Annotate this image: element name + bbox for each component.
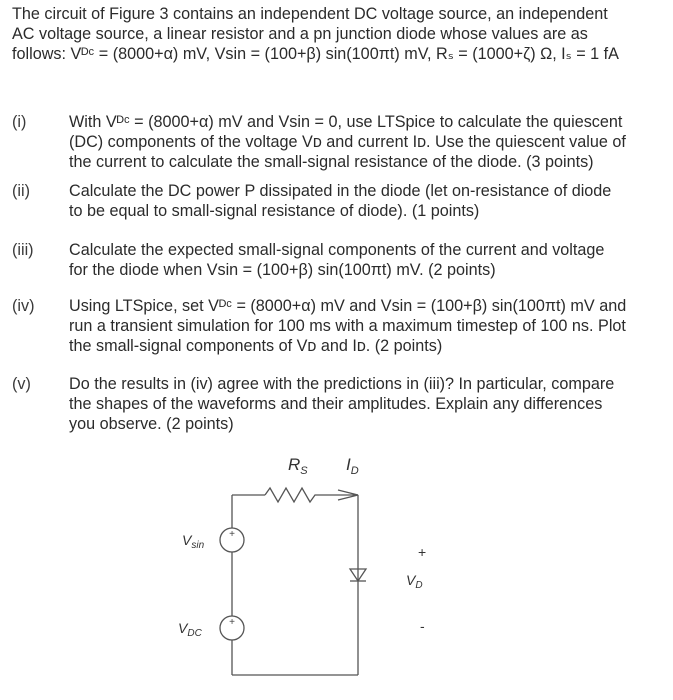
question-text-line: (DC) components of the voltage Vᴅ and current Iᴅ. Use the quiescent value of: [69, 133, 626, 151]
question-number: (iii): [12, 241, 34, 259]
question-text-line: Calculate the expected small-signal components of the current and voltage: [69, 241, 605, 259]
vd-label: $V_D$: [406, 572, 423, 591]
problem-intro: [12, 4, 652, 64]
question-number: (ii): [12, 182, 30, 200]
resistor-rs: [265, 488, 320, 502]
vdc-source-icon: [220, 616, 244, 640]
intro-line-3: follows: Vᴰᶜ = (8000+α) mV, Vsin = (100+β) sin(100πt) mV, Rₛ = (1000+ζ) Ω, Iₛ = 1 fA: [12, 45, 619, 63]
question-text-line: the current to calculate the small-signal resistance of the diode. (3 points): [69, 153, 594, 171]
question-text-line: Calculate the DC power P dissipated in the diode (let on-resistance of diode: [69, 182, 612, 200]
vsin-source-icon: [220, 528, 244, 552]
question-text-line: for the diode when Vsin = (100+β) sin(100πt) mV. (2 points): [69, 261, 496, 279]
question-number: (i): [12, 113, 27, 131]
question-number: (iv): [12, 297, 35, 315]
svg-text:+: +: [229, 529, 235, 540]
intro-line-2: AC voltage source, a linear resistor and a pn junction diode whose values are as: [12, 25, 588, 43]
rs-label: $R_S$: [288, 455, 308, 477]
diode-icon: [350, 569, 366, 581]
plus-sign: +: [418, 544, 427, 560]
question-text-line: to be equal to small-signal resistance of diode). (1 points): [69, 202, 480, 220]
question-text-line: you observe. (2 points): [69, 415, 234, 433]
id-label: $I_D$: [346, 455, 359, 477]
question-text-line: Using LTSpice, set Vᴰᶜ = (8000+α) mV and Vsin = (100+β) sin(100πt) mV and: [69, 297, 627, 315]
question-text-line: the small-signal components of Vᴅ and Iᴅ. (2 points): [69, 337, 443, 355]
question-text-line: run a transient simulation for 100 ms with a maximum timestep of 100 ns. Plot: [69, 317, 626, 335]
question-number: (v): [12, 375, 31, 393]
circuit-wires: [232, 495, 358, 675]
svg-text:+: +: [229, 617, 235, 628]
question-text-line: Do the results in (iv) agree with the predictions in (iii)? In particular, compare: [69, 375, 615, 393]
question-text-line: With Vᴰᶜ = (8000+α) mV and Vsin = 0, use LTSpice to calculate the quiescent: [69, 113, 623, 131]
intro-line-1: The circuit of Figure 3 contains an independent DC voltage source, an independent: [12, 5, 608, 23]
minus-sign: -: [420, 618, 425, 634]
circuit-diagram: [170, 445, 470, 690]
vdc-label: $V_{DC}$: [178, 620, 202, 639]
vsin-label: $V_{sin}$: [182, 532, 205, 551]
question-text-line: the shapes of the waveforms and their amplitudes. Explain any differences: [69, 395, 603, 413]
